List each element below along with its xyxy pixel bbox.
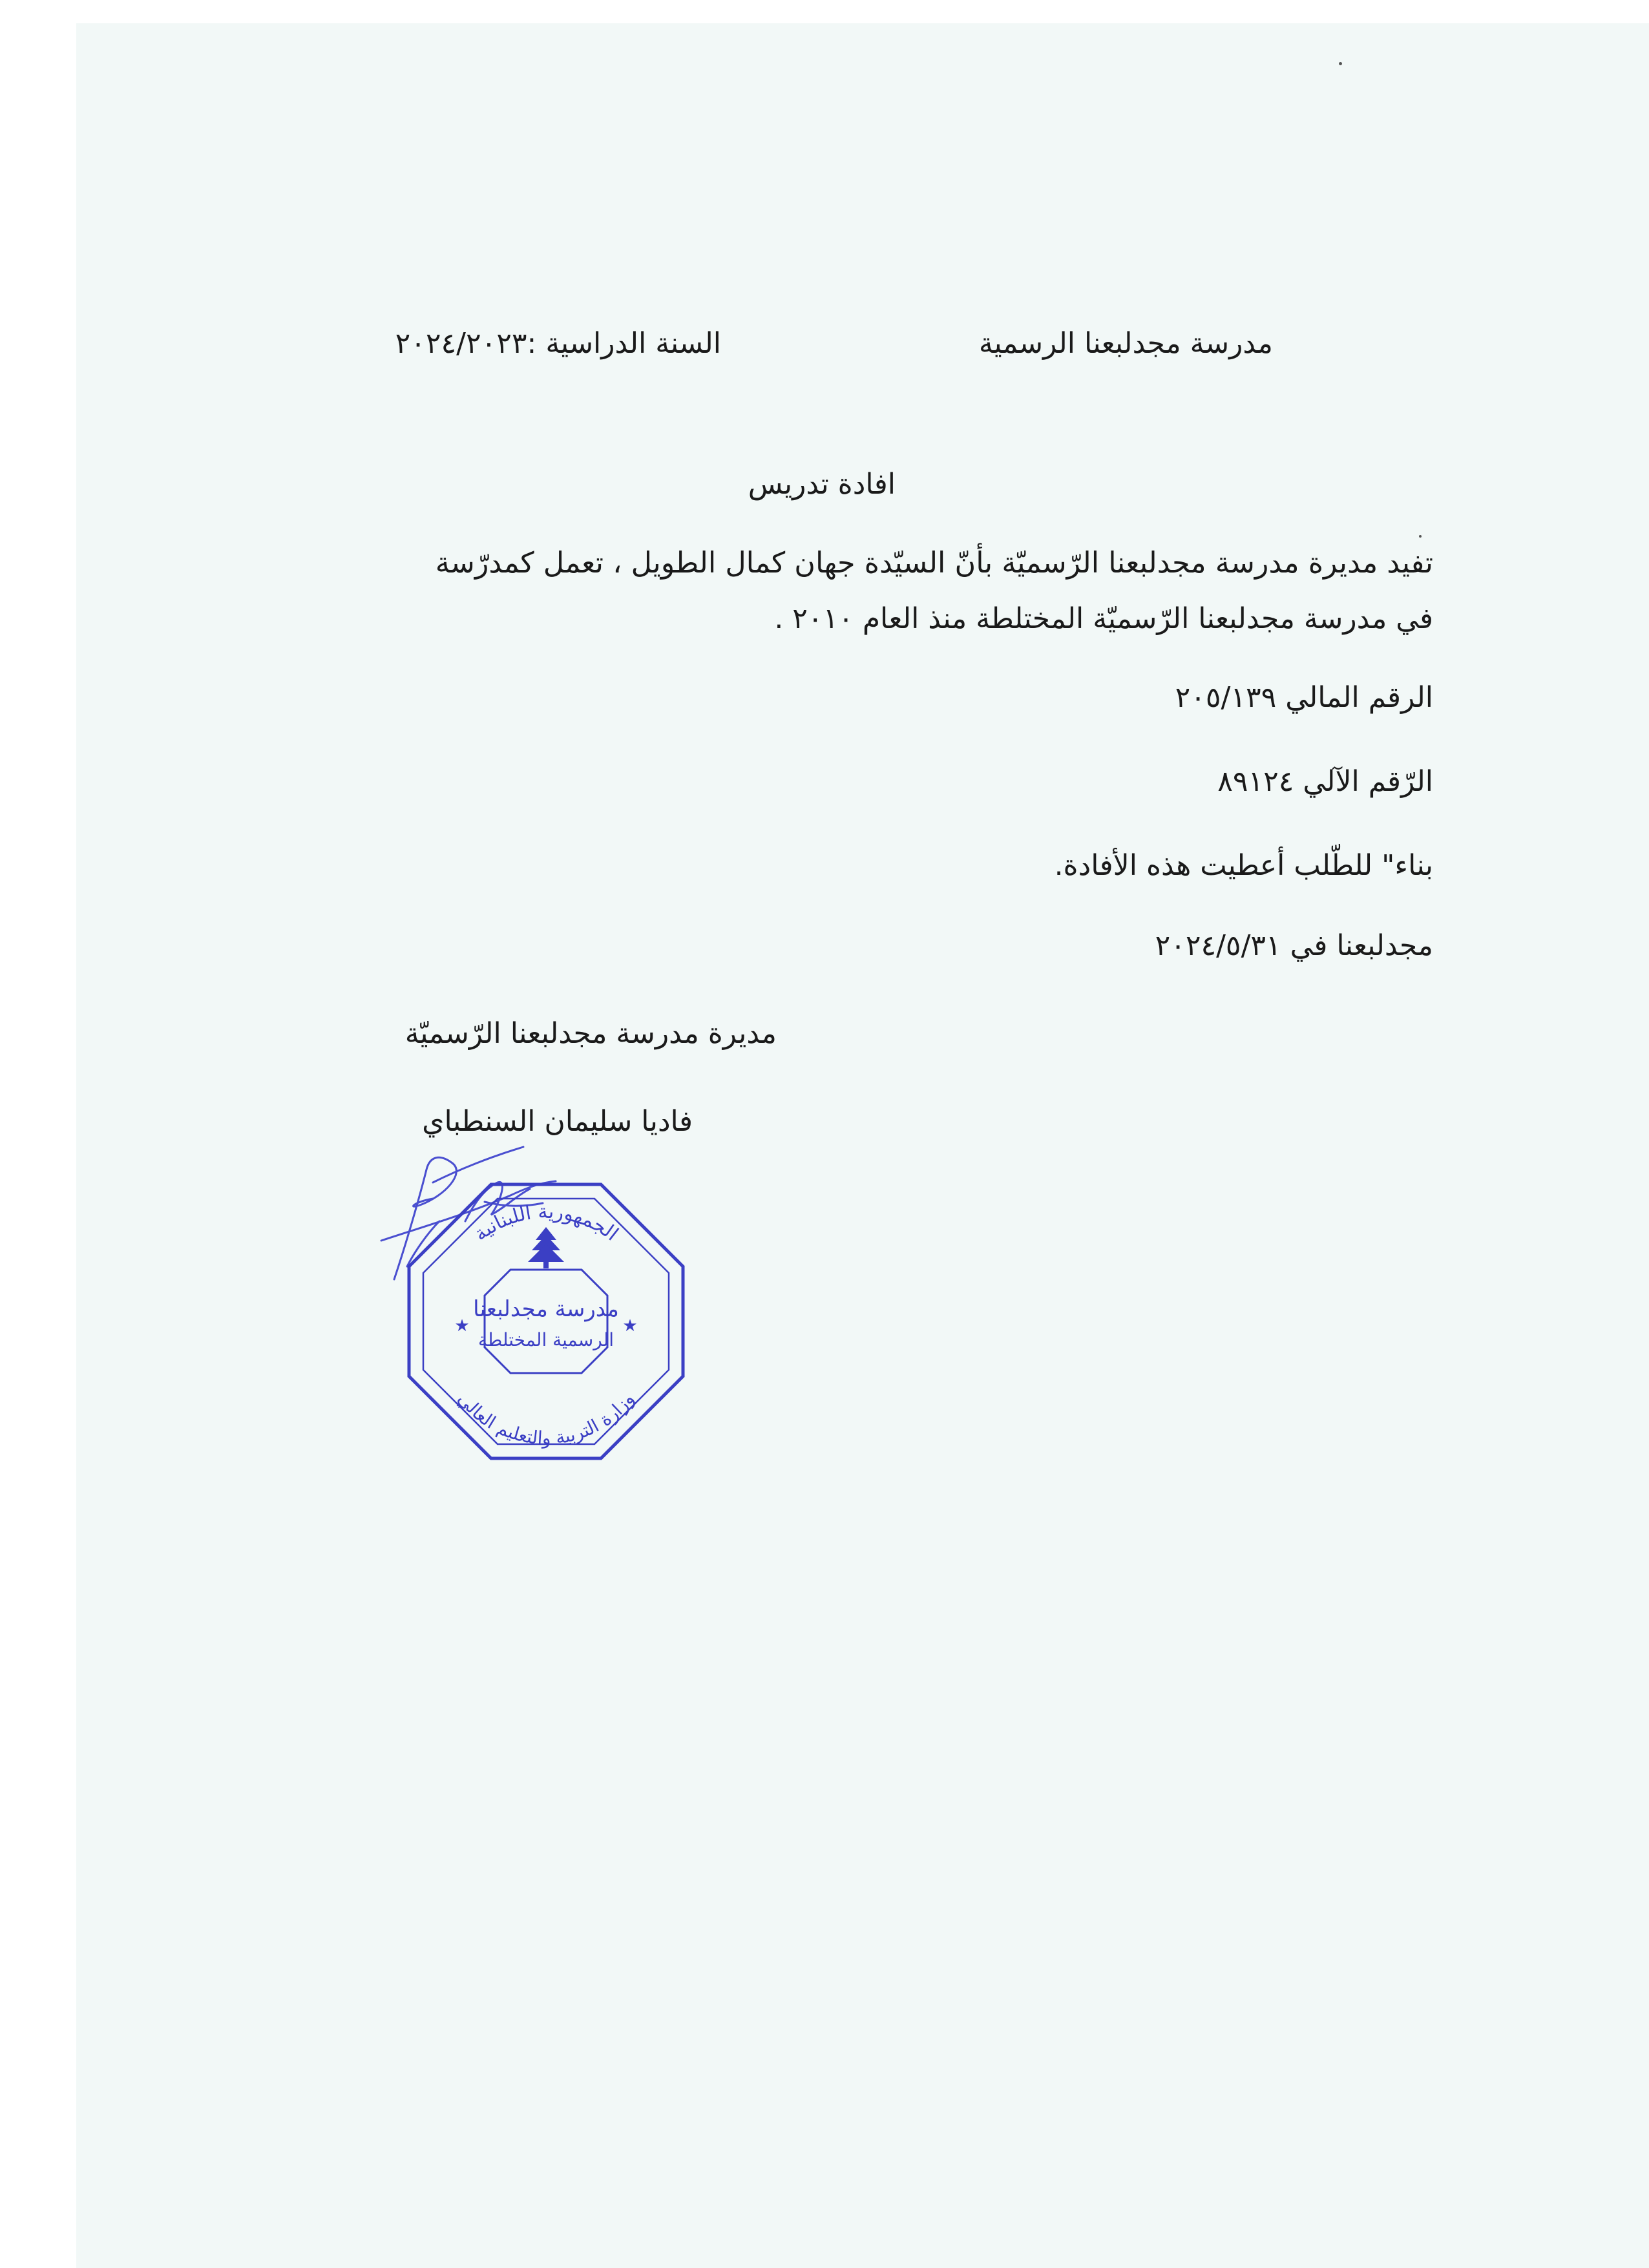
stamp-inner-line-2: الرسمية المختلطة [478,1329,614,1350]
document-title: افادة تدريس [748,468,896,501]
scan-margin-top [0,0,1649,23]
stamp-outer-bottom-text: وزارة التربية والتعليم العالي [453,1388,638,1449]
place-and-date: مجدلبعنا في ٢٠٢٤/٥/٣١ [1155,929,1433,962]
request-note: بناء" للطّلب أعطيت هذه الأفادة. [1054,849,1433,882]
signatory-name: فاديا سليمان السنطباي [422,1105,693,1138]
signatory-role: مديرة مدرسة مجدلبعنا الرّسميّة [404,1017,777,1050]
scan-speck [1419,535,1422,538]
official-stamp [397,1173,695,1470]
stamp-inner-line-1: مدرسة مجدلبعنا [473,1296,619,1322]
cedar-tree-icon [528,1227,564,1268]
body-line-2: في مدرسة مجدلبعنا الرّسميّة المختلطة منذ العام ٢٠١٠ . [774,602,1433,635]
academic-year: السنة الدراسية :٢٠٢٤/٢٠٢٣ [395,327,721,360]
body-line-1: تفيد مديرة مدرسة مجدلبعنا الرّسميّة بأنّ السيّدة جهان كمال الطويل ، تعمل كمدرّسة [435,547,1433,580]
school-name: مدرسة مجدلبعنا الرسمية [978,327,1273,360]
scan-margin-left [0,0,76,2268]
star-icon: ★ [622,1316,638,1336]
automated-number: الرّقم الآلي ٨٩١٢٤ [1217,765,1433,798]
scan-speck [1339,62,1342,65]
svg-text:وزارة التربية والتعليم العالي [454,1389,638,1449]
stamp-outer-top-text: الجمهورية اللبنانية [470,1200,623,1246]
financial-number: الرقم المالي ٢٠٥/١٣٩ [1175,681,1433,714]
star-icon: ★ [454,1316,470,1336]
